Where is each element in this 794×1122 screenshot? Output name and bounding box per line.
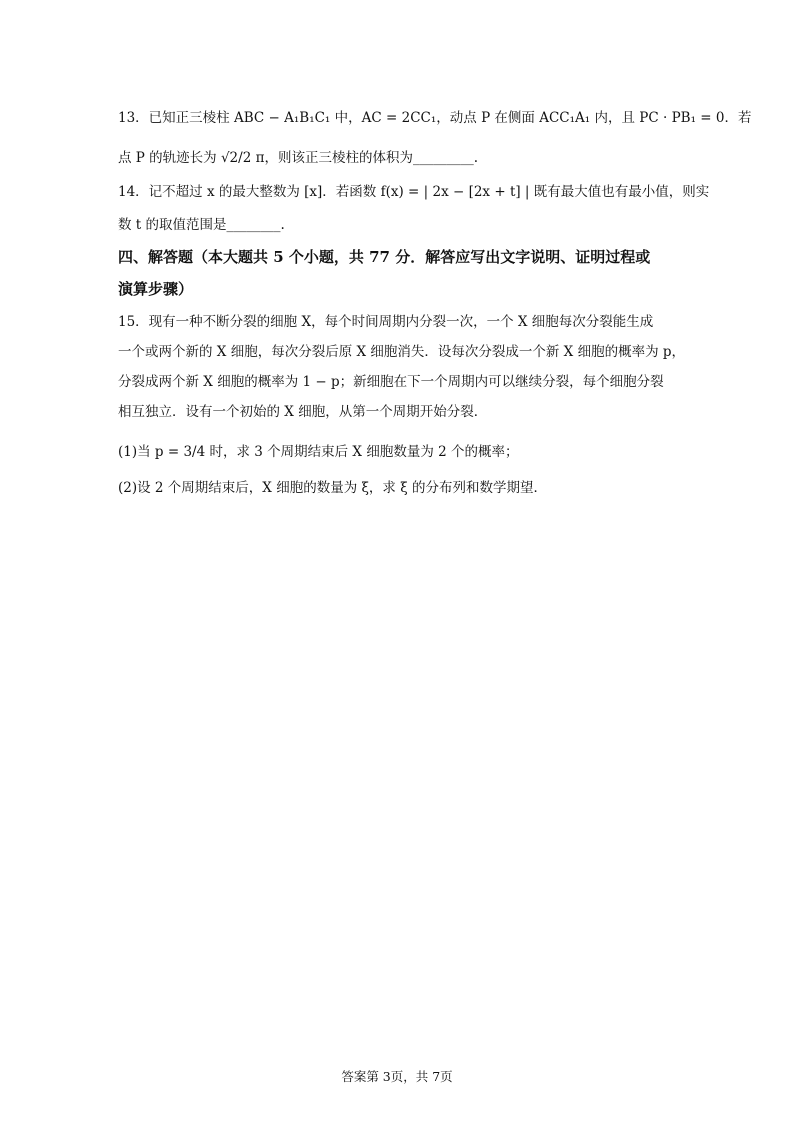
question-15-line-1: 15．现有一种不断分裂的细胞 X，每个时间周期内分裂一次，一个 X 细胞每次分裂能生成 [118, 314, 654, 330]
question-15-line-3: 分裂成两个新 X 细胞的概率为 1 − p；新细胞在下一个周期内可以继续分裂，每个细胞分裂 [118, 374, 664, 390]
question-15-part-2: (2)设 2 个周期结束后，X 细胞的数量为 ξ，求 ξ 的分布列和数学期望． [118, 480, 547, 496]
question-13-line-2: 点 P 的轨迹长为 √2/2 π，则该正三棱柱的体积为_________. [118, 150, 478, 166]
page-footer: 答案第 3页，共 7页 [341, 1069, 453, 1084]
section-4-heading-line-2: 演算步骤） [118, 280, 194, 298]
section-4-heading-line-1: 四、解答题（本大题共 5 个小题，共 77 分．解答应写出文字说明、证明过程或 [118, 248, 651, 266]
question-15-line-2: 一个或两个新的 X 细胞，每次分裂后原 X 细胞消失．设每次分裂成一个新 X 细胞的概率为 p， [118, 344, 686, 360]
question-14-line-1: 14．记不超过 x 的最大整数为 [x]．若函数 f(x) = | 2x − [2x + t] | 既有最大值也有最小值，则实 [118, 184, 710, 200]
question-15-line-4: 相互独立．设有一个初始的 X 细胞，从第一个周期开始分裂． [118, 404, 488, 420]
question-14-line-2: 数 t 的取值范围是________. [118, 217, 285, 233]
question-15-part-1: (1)当 p = 3/4 时，求 3 个周期结束后 X 细胞数量为 2 个的概率； [118, 444, 519, 460]
question-13-line-1: 13．已知正三棱柱 ABC − A₁B₁C₁ 中，AC = 2CC₁，动点 P 在侧面 ACC₁A₁ 内，且 PC · PB₁ = 0．若 [118, 110, 752, 126]
